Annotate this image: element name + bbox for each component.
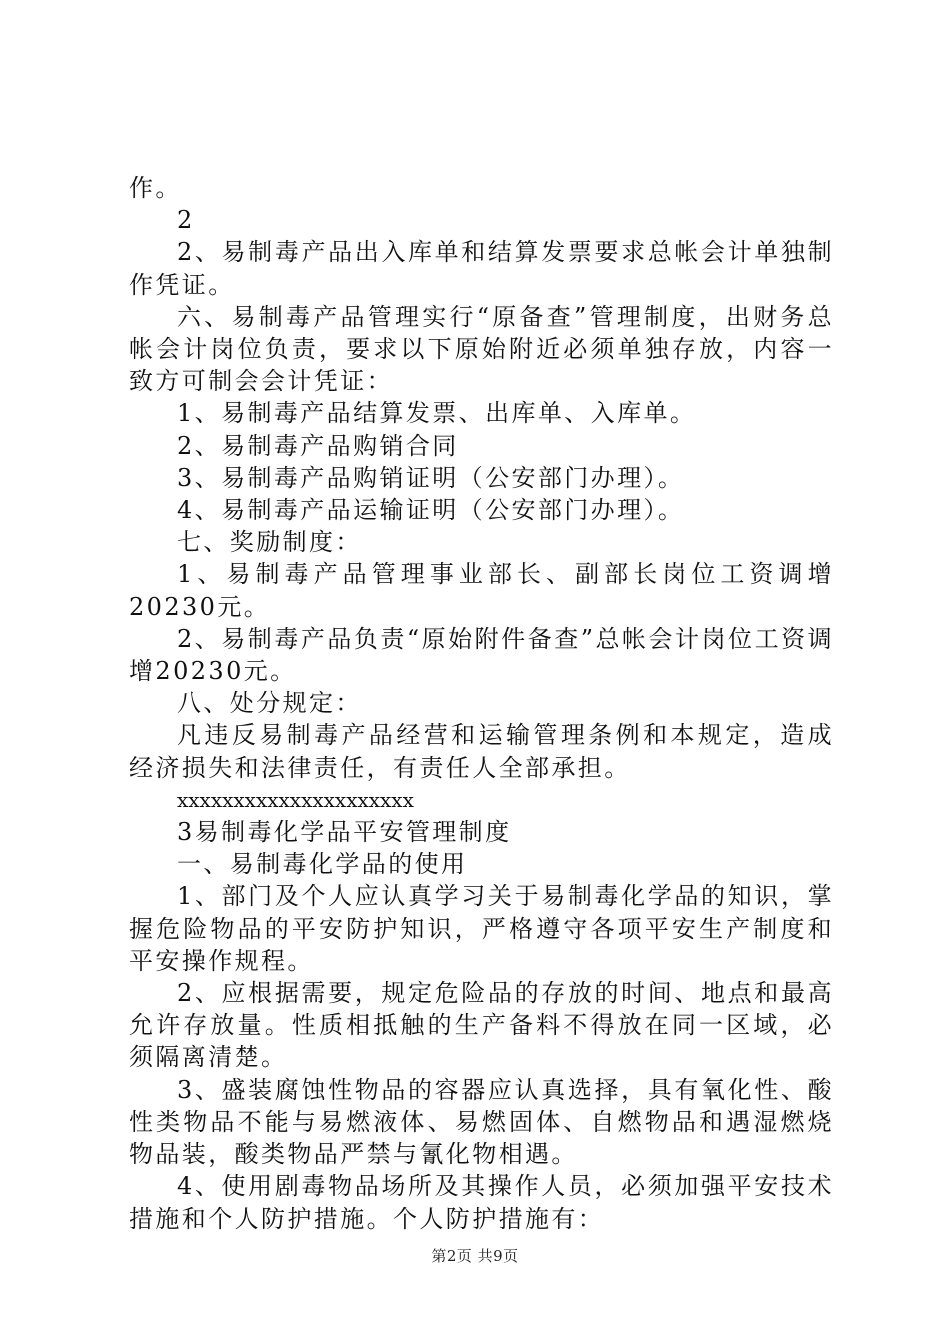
list-item: 2、易制毒产品负责“原始附件备查”总帐会计岗位工资调增20230元。 — [129, 624, 834, 686]
paragraph: 2、易制毒产品出入库单和结算发票要求总帐会计单独制作凭证。 — [129, 238, 834, 299]
section-heading: 七、奖励制度： — [177, 528, 362, 557]
paragraph-continuation: 作。 — [129, 174, 182, 202]
document-body — [129, 172, 834, 1235]
paragraph: 2、应根据需要，规定危险品的存放的时间、地点和最高允许存放量。性质相抵触的生产备料不得放在同一区域，必须隔离清楚。 — [129, 979, 834, 1072]
separator-line: xxxxxxxxxxxxxxxxxxxxx — [177, 787, 414, 812]
list-item: 1、易制毒产品管理事业部长、副部长岗位工资调增20230元。 — [129, 560, 834, 621]
section-heading: 六、易制毒产品管理实行“原备查”管理制度，出财务总帐会计岗位负责，要求以下原始附近必须单独存放，内容一致方可制会会计凭证： — [129, 302, 834, 396]
section-heading: 八、处分规定： — [177, 689, 362, 718]
list-item: 4、易制毒产品运输证明（公安部门办理）。 — [177, 496, 685, 525]
paragraph: 1、部门及个人应认真学习关于易制毒化学品的知识，掌握危险物品的平安防护知识，严格遵守各项平安生产制度和平安操作规程。 — [129, 882, 834, 975]
paragraph: 凡违反易制毒产品经营和运输管理条例和本规定，造成经济损失和法律责任，有责任人全部承担。 — [129, 721, 834, 782]
list-item: 2、易制毒产品购销合同 — [177, 431, 459, 460]
section-number: 2 — [177, 206, 195, 235]
page-number-footer: 第2页 共9页 — [431, 1247, 519, 1265]
paragraph: 3、盛装腐蚀性物品的容器应认真选择，具有氧化性、酸性类物品不能与易燃液体、易燃固体、自燃物品和遇湿燃烧物品装，酸类物品严禁与氰化物相遇。 — [129, 1075, 834, 1169]
list-item: 3、易制毒产品购销证明（公安部门办理）。 — [177, 463, 685, 492]
document-title: 3易制毒化学品平安管理制度 — [177, 818, 512, 847]
paragraph: 4、使用剧毒物品场所及其操作人员，必须加强平安技术措施和个人防护措施。个人防护措施有： — [129, 1172, 834, 1233]
list-item: 1、易制毒产品结算发票、出库单、入库单。 — [177, 399, 697, 428]
section-heading: 一、易制毒化学品的使用 — [177, 850, 468, 879]
